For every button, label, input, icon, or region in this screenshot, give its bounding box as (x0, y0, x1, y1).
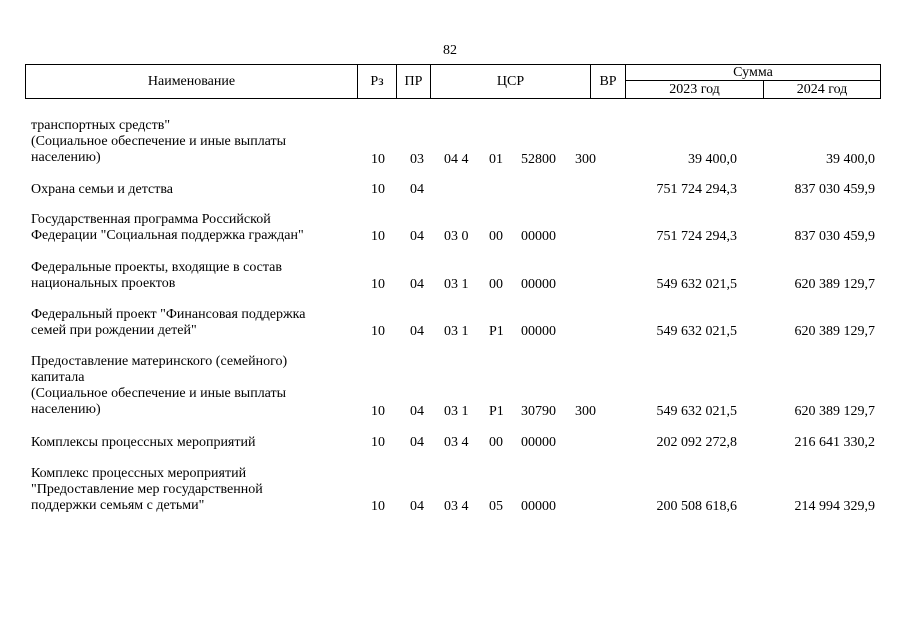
row-rz: 10 (371, 277, 385, 292)
row-csr-subprogram: 00 (489, 229, 503, 244)
row-sum-2023: 549 632 021,5 (656, 277, 737, 292)
row-csr-program: 03 1 (444, 404, 469, 419)
row-pr: 03 (410, 152, 424, 167)
header-csr: ЦСР (431, 65, 591, 99)
row-csr-subprogram: 00 (489, 277, 503, 292)
header-sum: Сумма (626, 65, 881, 81)
row-rz: 10 (371, 229, 385, 244)
row-csr-subprogram: 05 (489, 499, 503, 514)
row-name: Предоставление материнского (семейного) капитала (Социальное обеспечение и иные выплаты населению) (31, 354, 288, 417)
row-pr: 04 (410, 324, 424, 339)
row-sum-2024: 837 030 459,9 (794, 182, 875, 197)
header-pr: ПР (397, 65, 431, 99)
row-csr-direction: 52800 (521, 152, 556, 167)
row-csr-direction: 00000 (521, 229, 556, 244)
row-name: Федеральные проекты, входящие в состав национальных проектов (31, 260, 282, 291)
row-csr-subprogram: Р1 (489, 404, 504, 419)
row-sum-2023: 751 724 294,3 (656, 182, 737, 197)
row-rz: 10 (371, 182, 385, 197)
row-name: транспортных средств" (Социальное обеспечение и иные выплаты населению) (31, 118, 287, 165)
row-vr: 300 (575, 152, 596, 167)
row-csr-direction: 00000 (521, 499, 556, 514)
row-rz: 10 (371, 324, 385, 339)
row-rz: 10 (371, 152, 385, 167)
row-csr-subprogram: Р1 (489, 324, 504, 339)
row-sum-2023: 751 724 294,3 (656, 229, 737, 244)
header-name: Наименование (26, 65, 358, 99)
row-rz: 10 (371, 499, 385, 514)
header-vr: ВР (591, 65, 626, 99)
row-name: Комплекс процессных мероприятий "Предоставление мер государственной поддержки семьям с детьми" (31, 466, 263, 513)
row-name: Государственная программа Российской Федерации "Социальная поддержка граждан" (31, 212, 304, 243)
row-pr: 04 (410, 182, 424, 197)
row-csr-direction: 00000 (521, 435, 556, 450)
row-sum-2023: 200 508 618,6 (656, 499, 737, 514)
row-sum-2024: 216 641 330,2 (794, 435, 875, 450)
row-sum-2024: 214 994 329,9 (794, 499, 875, 514)
row-sum-2024: 39 400,0 (826, 152, 875, 167)
row-csr-program: 03 1 (444, 277, 469, 292)
table-header (25, 64, 881, 99)
row-pr: 04 (410, 499, 424, 514)
row-rz: 10 (371, 404, 385, 419)
row-rz: 10 (371, 435, 385, 450)
row-csr-direction: 00000 (521, 324, 556, 339)
row-name: Комплексы процессных мероприятий (31, 435, 256, 450)
row-pr: 04 (410, 404, 424, 419)
row-sum-2024: 837 030 459,9 (794, 229, 875, 244)
row-csr-subprogram: 01 (489, 152, 503, 167)
header-year-2024: 2024 год (764, 81, 881, 99)
row-sum-2023: 202 092 272,8 (656, 435, 737, 450)
row-csr-direction: 00000 (521, 277, 556, 292)
row-csr-program: 03 4 (444, 499, 469, 514)
row-sum-2023: 549 632 021,5 (656, 324, 737, 339)
row-csr-subprogram: 00 (489, 435, 503, 450)
row-vr: 300 (575, 404, 596, 419)
row-pr: 04 (410, 229, 424, 244)
page-number: 82 (443, 43, 457, 58)
row-sum-2024: 620 389 129,7 (794, 324, 875, 339)
row-csr-direction: 30790 (521, 404, 556, 419)
row-name: Охрана семьи и детства (31, 182, 173, 197)
row-pr: 04 (410, 435, 424, 450)
row-csr-program: 03 1 (444, 324, 469, 339)
row-name: Федеральный проект "Финансовая поддержка семей при рождении детей" (31, 307, 306, 338)
row-csr-program: 03 0 (444, 229, 469, 244)
row-csr-program: 03 4 (444, 435, 469, 450)
row-sum-2024: 620 389 129,7 (794, 404, 875, 419)
row-pr: 04 (410, 277, 424, 292)
row-sum-2024: 620 389 129,7 (794, 277, 875, 292)
row-sum-2023: 549 632 021,5 (656, 404, 737, 419)
header-rz: Рз (358, 65, 397, 99)
row-sum-2023: 39 400,0 (688, 152, 737, 167)
header-year-2023: 2023 год (626, 81, 764, 99)
row-csr-program: 04 4 (444, 152, 469, 167)
